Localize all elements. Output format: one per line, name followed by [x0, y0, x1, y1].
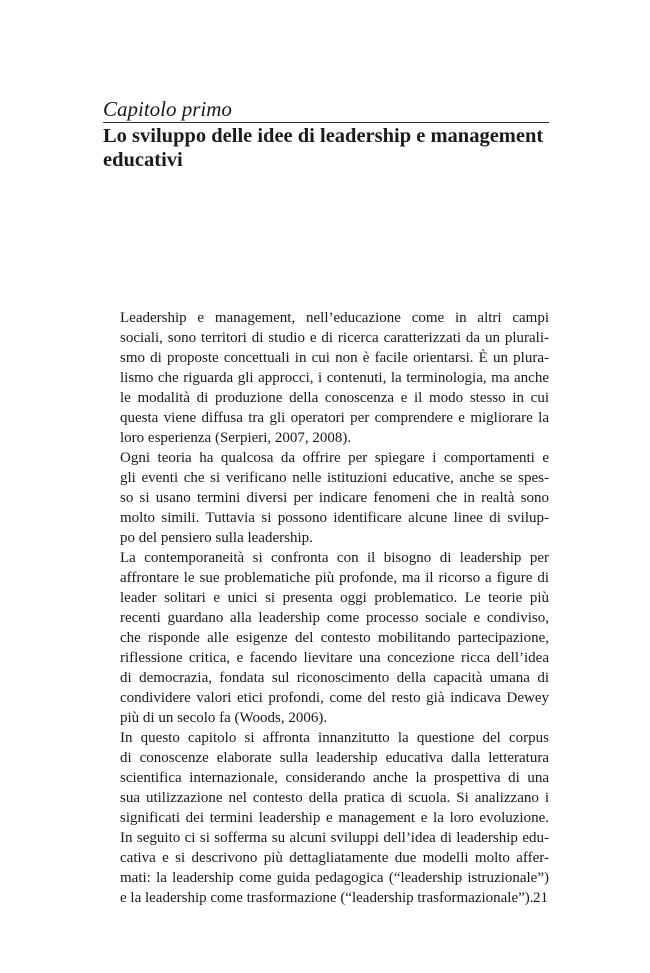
text-line: In seguito ci si sofferma su alcuni sviluppi dell’idea di leadership edu-	[120, 830, 549, 846]
text-line: molto simili. Tuttavia si possono identificare alcune linee di svilup-	[120, 510, 549, 526]
text-line: questa viene diffusa tra gli operatori per comprendere e migliorare la	[120, 410, 549, 426]
paragraph	[103, 728, 549, 908]
text-line: lismo che riguarda gli approcci, i contenuti, la terminologia, ma anche	[120, 370, 549, 386]
text-line: leader solitari e unici si presenta oggi problematico. Le teorie più	[120, 590, 549, 606]
body-text	[103, 308, 549, 908]
text-line: smo di proposte concettuali in cui non è facile orientarsi. È un plura-	[120, 350, 549, 366]
text-line: più di un secolo fa (Woods, 2006).	[120, 710, 328, 726]
chapter-title	[103, 124, 553, 172]
chapter-label: Capitolo primo	[103, 97, 232, 121]
paragraph	[103, 448, 549, 548]
text-line: In questo capitolo si affronta innanzitutto la questione del corpus	[120, 730, 549, 746]
chapter-rule	[103, 122, 549, 123]
text-line: po del pensiero sulla leadership.	[120, 530, 313, 546]
text-line: di conoscenze elaborate sulla leadership educativa dalla letteratura	[120, 750, 549, 766]
text-line: gli eventi che si verificano nelle istituzioni educative, anche se spes-	[120, 470, 549, 486]
page-number: 21	[533, 890, 548, 906]
text-line: cativa e si descrivono più dettagliatamente due modelli molto affer-	[120, 850, 549, 866]
text-line: sua utilizzazione nel contesto della pratica di scuola. Si analizzano i	[120, 790, 549, 806]
text-line: mati: la leadership come guida pedagogica (“leadership istruzionale”)	[120, 870, 549, 886]
chapter-title-line: Lo sviluppo delle idee di leadership e management	[103, 125, 544, 147]
text-line: sociali, sono territori di studio e di ricerca caratterizzati da un plurali-	[120, 330, 549, 346]
text-line: affrontare le sue problematiche più profonde, ma il ricorso a figure di	[120, 570, 549, 586]
text-line: condividere valori etici profondi, come del resto già indicava Dewey	[120, 690, 549, 706]
text-line: Ogni teoria ha qualcosa da offrire per spiegare i comportamenti e	[120, 450, 549, 466]
text-line: recenti guardano alla leadership come processo sociale e condiviso,	[120, 610, 549, 626]
text-line: loro esperienza (Serpieri, 2007, 2008).	[120, 430, 352, 446]
text-line: riflessione critica, e facendo lievitare una concezione ricca dell’idea	[120, 650, 549, 666]
text-line: le modalità di produzione della conoscenza e il modo stesso in cui	[120, 390, 549, 406]
text-line: Leadership e management, nell’educazione come in altri campi	[120, 310, 549, 326]
chapter-title-line: educativi	[103, 149, 183, 171]
text-line: so si usano termini diversi per indicare fenomeni che in realtà sono	[120, 490, 549, 506]
text-line: significati dei termini leadership e management e la loro evoluzione.	[120, 810, 549, 826]
paragraph	[103, 308, 549, 448]
text-line: e la leadership come trasformazione (“leadership trasformazionale”).	[120, 890, 534, 906]
text-line: scientifica internazionale, considerando anche la prospettiva di una	[120, 770, 549, 786]
paragraph	[103, 548, 549, 728]
text-line: di democrazia, fondata sul riconoscimento della capacità umana di	[120, 670, 549, 686]
text-line: La contemporaneità si confronta con il bisogno di leadership per	[120, 550, 549, 566]
text-line: che risponde alle esigenze del contesto mobilitando partecipazione,	[120, 630, 549, 646]
